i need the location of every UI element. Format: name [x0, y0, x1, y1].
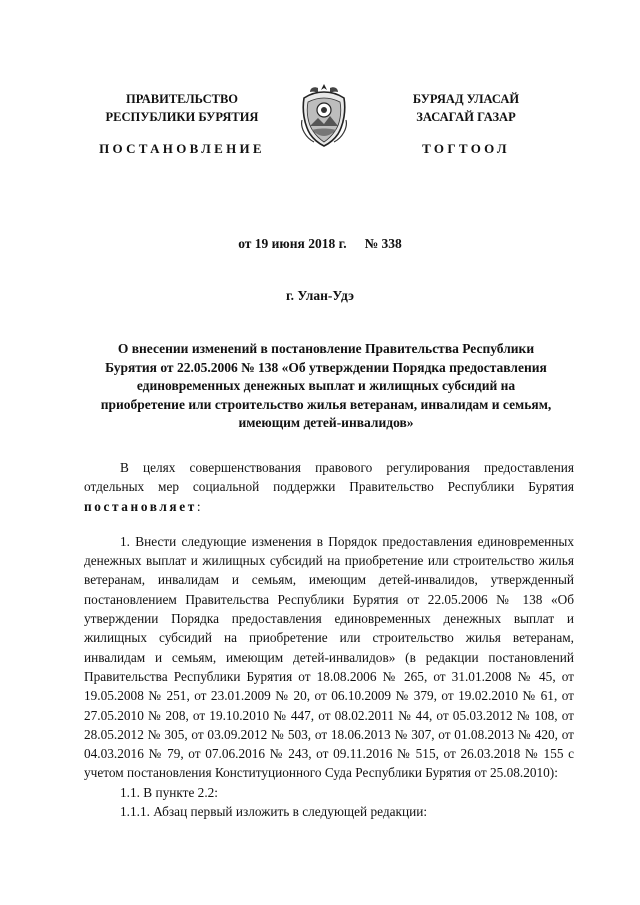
item-1-1-paragraph: 1.1. В пункте 2.2:: [120, 784, 218, 800]
document-kind-russian: ПОСТАНОВЛЕНИЕ: [99, 141, 265, 156]
issuer-line-1: ПРАВИТЕЛЬСТВО: [125, 92, 239, 106]
issuer-name-buryat: [386, 90, 546, 126]
issuer-line-2: РЕСПУБЛИКИ БУРЯТИЯ: [105, 110, 259, 124]
preamble-emphasis: постановляет: [84, 498, 197, 514]
preamble-tail: :: [196, 498, 201, 514]
document-body: [84, 458, 574, 821]
date-line: [0, 236, 640, 252]
coat-of-arms-emblem-icon: [296, 80, 352, 150]
document-title: О внесении изменений в постановление Правительства Республики Бурятия от 22.05.2006 № 138 «Об утверждении Порядка предоставления единовременных денежных выплат и жилищных субсидий на приобретение или строительство жилья ветеранам, инвалидам и семьям, имеющим детей-инвалидов»: [100, 341, 552, 430]
document-number: № 338: [364, 236, 402, 251]
preamble-text: В целях совершенствования правового регулирования предоставления отдельных мер социальной поддержки Правительство Республики Бурятия: [84, 460, 574, 495]
issuer-buryat-line-1: БУРЯАД УЛАСАЙ: [412, 92, 520, 106]
document-date: от 19 июня 2018 г.: [238, 236, 347, 251]
item-1-paragraph: 1. Внести следующие изменения в Порядок предоставления единовременных денежных выплат и жилищных субсидий на приобретение или строительство жилья ветеранам, инвалидам и семьям, имеющим детей-инвалидов, утвержденный постановлением Правительства Республики Бурятия от 22.05.2006 № 138 «Об утверждении Порядка предоставления единовременных денежных выплат и жилищных субсидий на приобретение или строительство жилья ветеранам, инвалидам и семьям, имеющим детей-инвалидов» (в редакции постановлений Правительства Республики Бурятия от 18.08.2006 № 265, от 31.01.2008 № 45, от 19.05.2008 № 251, от 23.01.2009 № 20, от 06.10.2009 № 379, от 19.02.2010 № 61, от 27.05.2010 № 208, от 19.10.2010 № 447, от 08.02.2011 № 44, от 05.03.2012 № 108, от 28.05.2012 № 305, от 03.09.2012 № 503, от 18.06.2013 № 307, от 01.08.2013 № 420, от 04.03.2016 № 79, от 07.06.2016 № 243, от 09.11.2016 № 515, от 26.03.2018 № 155 с учетом постановления Конституционного Суда Республики Бурятия от 25.08.2010):: [84, 533, 574, 781]
item-1-1-1-paragraph: 1.1.1. Абзац первый изложить в следующей редакции:: [120, 804, 428, 820]
city: г. Улан-Удэ: [286, 288, 354, 303]
issuer-name-russian: [84, 90, 280, 126]
issuer-buryat-line-2: ЗАСАГАЙ ГАЗАР: [416, 110, 516, 124]
document-kind-buryat: ТОГТООЛ: [422, 141, 510, 156]
preamble-paragraph: [84, 458, 574, 516]
